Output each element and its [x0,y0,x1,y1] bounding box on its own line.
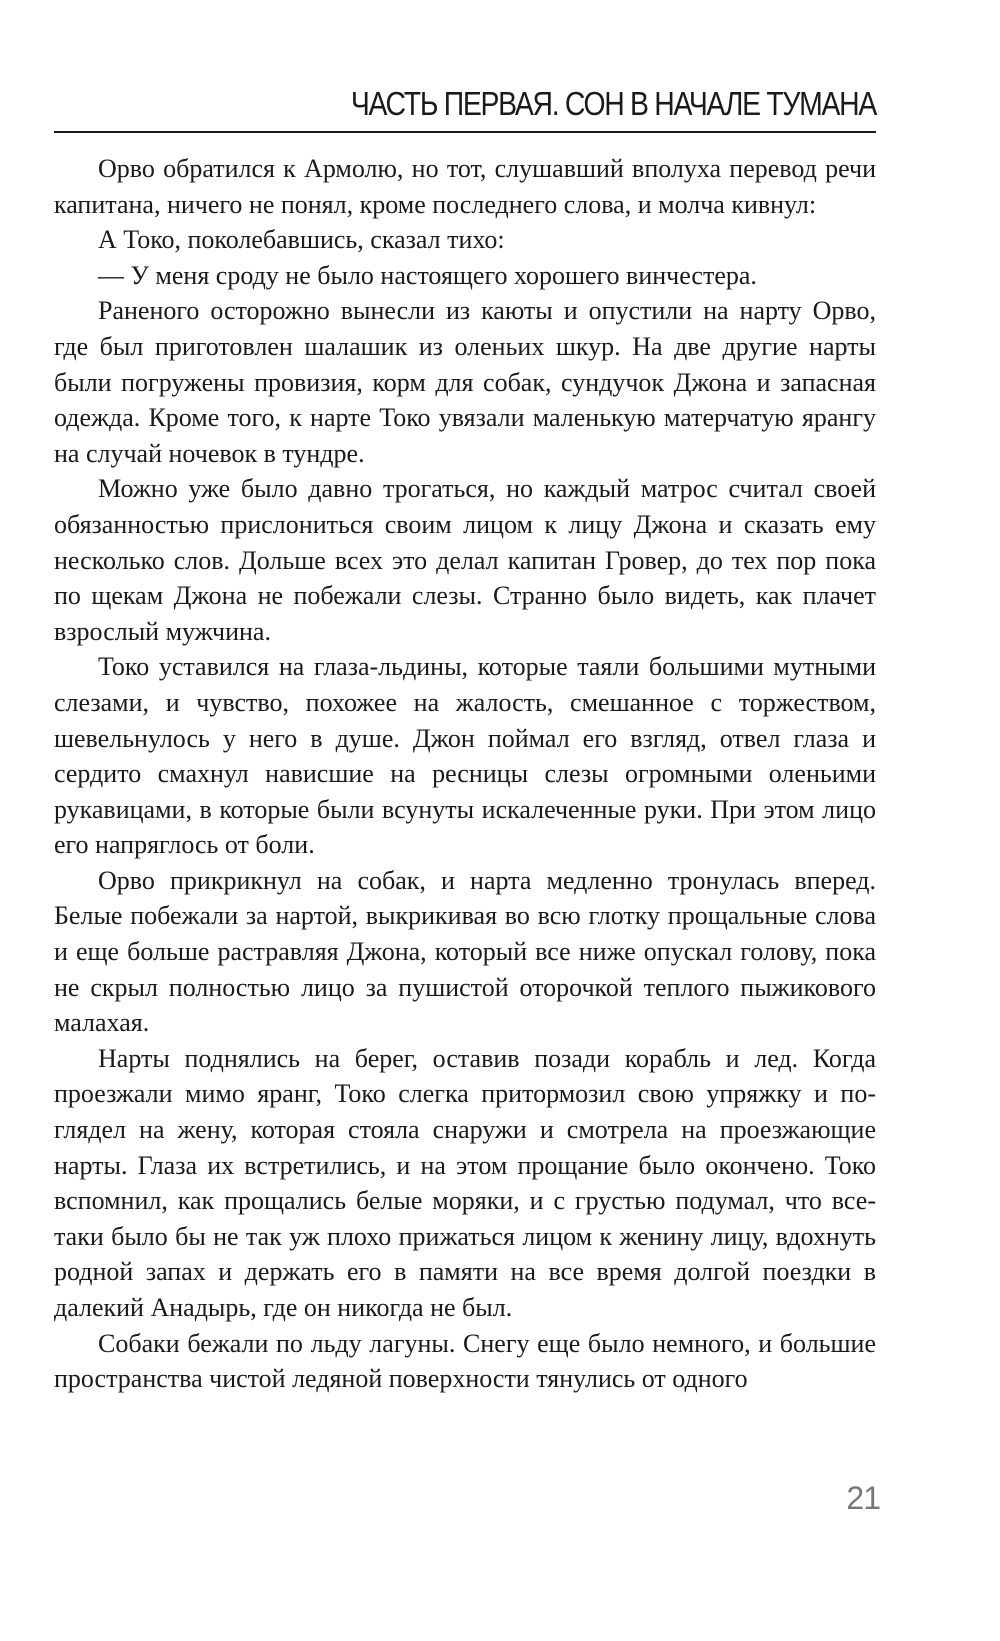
paragraph: Собаки бежали по льду лагуны. Снегу еще было немного, и большие пространства чистой ледяной поверхности тянулись от одного [54,1328,876,1394]
header-rule [54,131,876,133]
paragraph: Нарты поднялись на берег, оставив позади корабль и лед. Когда проезжали мимо яранг, Токо слегка притормозил свою упряжку и поглядел на жену, которая стояла снаружи и смотрела на проезжающие нарты. Глаза их встретились, и на этом прощание было окончено. Токо вспомнил, как прощались белые моряки, и с грустью подумал, что все-таки было бы не так уж плохо прижаться лицом к женину лицу, вдохнуть родной запах и держать его в памяти на все время долгой поездки в далекий Анадырь, где он никогда не был. [54,1043,876,1322]
paragraph: Орво обратился к Армолю, но тот, слушавший вполуха перевод речи капитана, ничего не понял, кроме последнего слова, и молча кивнул: [54,154,876,219]
paragraph: Можно уже было давно трогаться, но каждый матрос считал своей обязанностью прислониться своим лицом к лицу Джона и сказать ему несколько слов. Дольше всех это делал капитан Гровер, до тех пор пока по щекам Джона не побежали слезы. Странно было видеть, как плачет взрослый мужчина. [54,474,876,646]
body-text [54,151,876,1397]
paragraph: Раненого осторожно вынесли из каюты и опустили на нарту Орво, где был приготовлен шалашик из оленьих шкур. На две другие нарты были погружены провизия, корм для собак, сундучок Джона и запасная одежда. Кроме того, к нарте Токо увязали маленькую матерчатую ярангу на случай ночевок в тундре. [54,296,876,468]
running-head: ЧАСТЬ ПЕРВАЯ. СОН В НАЧАЛЕ ТУМАНА [350,85,876,122]
paragraph: — У меня сроду не было настоящего хорошего винчестера. [98,260,757,290]
paragraph: А Токо, поколебавшись, сказал тихо: [98,225,505,255]
paragraph: Токо уставился на глаза-льдины, которые таяли большими мутными слезами, и чувство, похожее на жалость, смешанное с торжеством, шевельнулось у него в душе. Джон поймал его взгляд, отвел глаза и сердито смахнул нависшие на ресницы слезы огромными оленьими рукавицами, в которые были всунуты искалеченные руки. При этом лицо его напряглось от боли. [54,652,876,860]
page-number: 21 [846,1480,880,1516]
paragraph: Орво прикрикнул на собак, и нарта медленно тронулась вперед. Белые побежали за нартой, выкрикивая во всю глотку прощальные слова и еще больше растравляя Джона, который все ниже опускал голову, пока не скрыл полностью лицо за пушистой оторочкой теплого пыжикового малахая. [54,865,876,1038]
